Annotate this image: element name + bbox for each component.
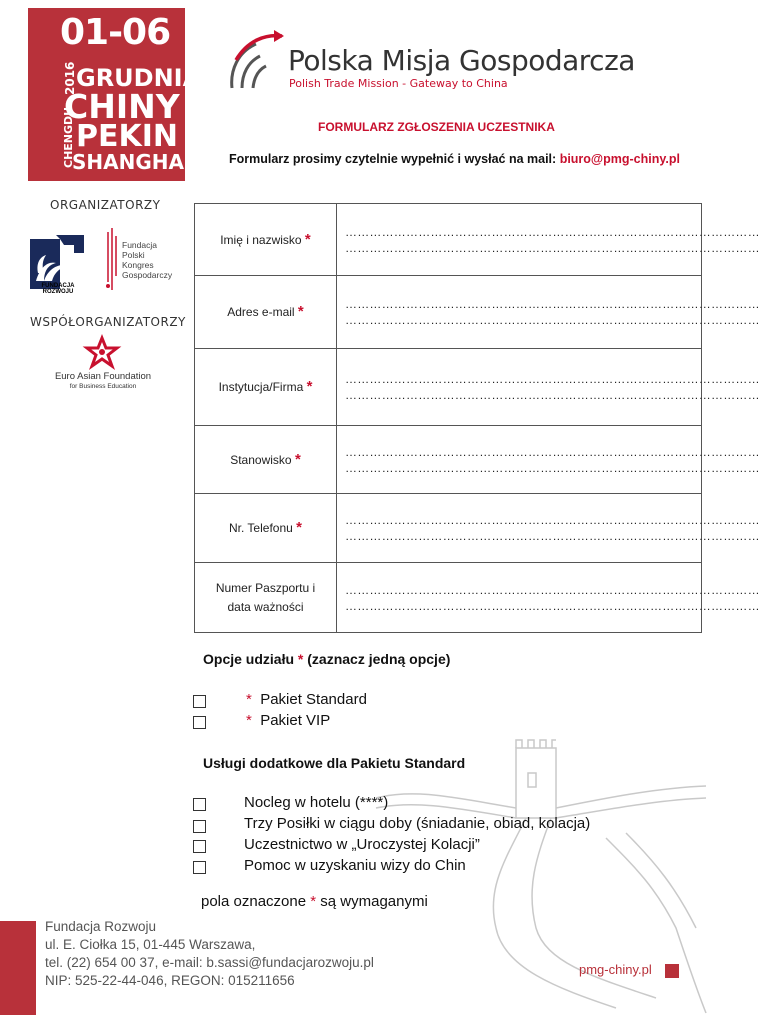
instruction-text <box>229 152 680 166</box>
options-heading-suffix: (zaznacz jedną opcje) <box>307 651 451 667</box>
banner-city-chengdu: CHENGDU <box>62 106 75 168</box>
footer-address <box>45 918 374 990</box>
coorganizer-name: Euro Asian Foundation <box>54 371 152 382</box>
option-vip: * Pakiet VIP <box>246 712 331 729</box>
footer-square-icon <box>665 964 679 978</box>
form-row-name <box>195 204 702 276</box>
field-label-passport: Numer Paszportu i data ważności <box>195 563 337 633</box>
dotted-line: ………………………………………………………………………………………… <box>345 240 760 255</box>
option-vip-checkbox[interactable] <box>193 716 206 729</box>
required-star: * <box>296 519 302 536</box>
service-meals-checkbox[interactable] <box>193 820 206 833</box>
field-label-name: Imię i nazwisko * <box>195 204 337 276</box>
registration-form-table <box>194 203 760 633</box>
banner-month: GRUDNIA <box>76 64 202 92</box>
dotted-line: ………………………………………………………………………………………… <box>345 444 760 459</box>
fundacja-rozwoju-label: FUNDACJA ROZWOJU <box>41 283 75 295</box>
option-standard-label: Pakiet Standard <box>260 691 367 708</box>
footer-org-name: Fundacja Rozwoju <box>45 919 157 934</box>
org-subtitle: Polish Trade Mission - Gateway to China <box>289 77 508 90</box>
organizers-heading: ORGANIZATORZY <box>50 198 161 212</box>
dotted-line: ………………………………………………………………………………………… <box>345 372 760 386</box>
option-standard: * Pakiet Standard <box>246 691 367 708</box>
fpkg-logo-text <box>122 240 172 280</box>
required-star: * <box>294 450 301 468</box>
banner-dates: 01-06 <box>60 12 171 53</box>
field-input-phone[interactable] <box>337 494 760 563</box>
form-row-position <box>195 426 702 494</box>
contact-email-link[interactable]: biuro@pmg-chiny.pl <box>559 152 680 166</box>
field-input-name[interactable] <box>337 204 760 276</box>
coorganizer-subtitle: for Business Education <box>69 383 137 390</box>
fpkg-line-2: Polski <box>122 250 145 260</box>
field-input-company[interactable] <box>337 349 760 426</box>
dotted-line: ………………………………………………………………………………………… <box>345 313 760 327</box>
banner-city-shanghai: SHANGHAI <box>72 150 192 174</box>
instruction-prefix: Formularz prosimy czytelnie wypełnić i wysłać na mail: <box>229 152 557 166</box>
footer-accent-bar <box>0 921 36 1015</box>
field-label-position: Stanowisko * <box>195 426 337 494</box>
service-visa-label: Pomoc w uzyskaniu wizy do Chin <box>244 857 466 874</box>
field-input-passport[interactable] <box>337 563 760 633</box>
org-title: Polska Misja Gospodarcza <box>288 44 635 77</box>
options-heading-prefix: Opcje udziału <box>203 651 295 667</box>
pmg-logo-icon <box>226 30 286 92</box>
required-star: * <box>297 651 304 667</box>
footer-website-link[interactable]: pmg-chiny.pl <box>579 962 652 977</box>
dotted-line: ………………………………………………………………………………………… <box>345 582 760 597</box>
field-input-email[interactable] <box>337 276 760 349</box>
dotted-line: ………………………………………………………………………………………… <box>345 388 760 402</box>
dotted-line: ………………………………………………………………………………………… <box>345 598 760 613</box>
field-label-phone: Nr. Telefonu * <box>195 494 337 563</box>
dotted-line: ………………………………………………………………………………………… <box>345 513 760 527</box>
banner-year: 2016 <box>63 61 77 95</box>
fpkg-logo-icon <box>104 228 120 292</box>
service-dinner-label: Uczestnictwo w „Uroczystej Kolacji” <box>244 836 480 853</box>
required-star: * <box>306 378 313 395</box>
options-heading <box>203 651 450 667</box>
fpkg-line-1: Fundacja <box>122 240 157 250</box>
flower-logo-icon <box>85 336 119 368</box>
dotted-line: ………………………………………………………………………………………… <box>345 460 760 475</box>
fpkg-line-3: Kongres <box>122 260 154 270</box>
form-row-passport <box>195 563 702 633</box>
required-fields-note: pola oznaczone * są wymaganymi <box>201 893 428 910</box>
field-label-email: Adres e-mail * <box>195 276 337 349</box>
dotted-line: ………………………………………………………………………………………… <box>345 529 760 543</box>
service-hotel-checkbox[interactable] <box>193 798 206 811</box>
footer-registry: NIP: 525-22-44-046, REGON: 015211656 <box>45 973 295 988</box>
form-title: FORMULARZ ZGŁOSZENIA UCZESTNIKA <box>318 120 555 134</box>
service-hotel-label: Nocleg w hotelu (****) <box>244 794 389 811</box>
option-standard-checkbox[interactable] <box>193 695 206 708</box>
field-label-company: Instytucja/Firma * <box>195 349 337 426</box>
banner-country: CHINY <box>64 87 180 126</box>
required-star: * <box>297 303 304 320</box>
footer-street: ul. E. Ciołka 15, 01-445 Warszawa, <box>45 937 256 952</box>
fpkg-line-4: Gospodarczy <box>122 270 173 280</box>
service-dinner-checkbox[interactable] <box>193 840 206 853</box>
dotted-line: ………………………………………………………………………………………… <box>345 224 760 239</box>
footer-contact: tel. (22) 654 00 37, e-mail: b.sassi@fundacjarozwoju.pl <box>45 955 374 970</box>
services-heading: Usługi dodatkowe dla Pakietu Standard <box>203 755 466 771</box>
form-row-email <box>195 276 702 349</box>
required-star: * <box>310 893 317 910</box>
form-row-company <box>195 349 702 426</box>
field-input-position[interactable] <box>337 426 760 494</box>
banner-city-pekin: PEKIN <box>76 119 178 154</box>
required-star: * <box>304 230 311 248</box>
option-vip-label: Pakiet VIP <box>260 712 331 729</box>
dotted-line: ………………………………………………………………………………………… <box>345 297 760 311</box>
coorganizers-heading: WSPÓŁORGANIZATORZY <box>30 315 186 329</box>
service-meals-label: Trzy Posiłki w ciągu doby (śniadanie, obiad, kolacja) <box>244 815 591 832</box>
event-banner <box>28 8 202 181</box>
form-row-phone <box>195 494 702 563</box>
service-visa-checkbox[interactable] <box>193 861 206 874</box>
